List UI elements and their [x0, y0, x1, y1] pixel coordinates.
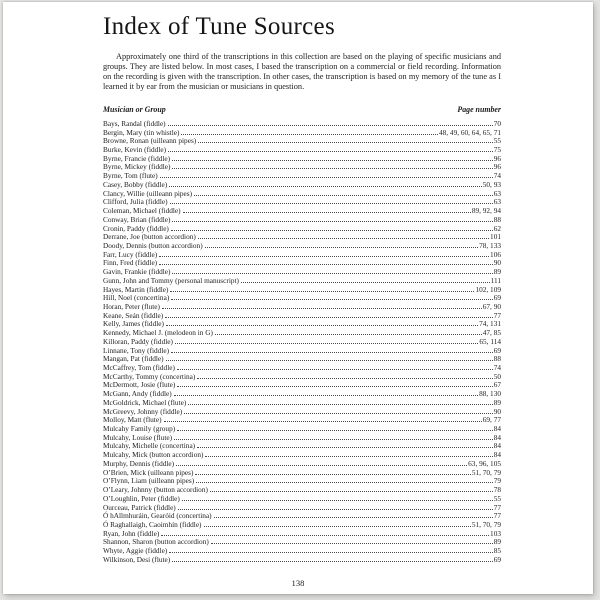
entry-pages: 89, 92, 94: [471, 206, 501, 216]
dot-leader: [164, 420, 482, 422]
dot-leader: [170, 202, 493, 204]
list-item: [103, 408, 501, 417]
entry-name: Byrne, Mickey (fiddle): [103, 162, 171, 172]
dot-leader: [204, 525, 471, 527]
dot-leader: [198, 237, 489, 239]
entry-name: Mulcahy, Louise (flute): [103, 432, 173, 442]
entry-name: Killoran, Paddy (fiddle): [103, 336, 173, 346]
entry-name: Coleman, Michael (fiddle): [103, 206, 181, 216]
entry-name: Byrne, Francie (fiddle): [103, 153, 171, 163]
entry-name: Casey, Bobby (fiddle): [103, 179, 168, 189]
entry-name: Whyte, Aggie (fiddle): [103, 546, 168, 556]
dot-leader: [171, 298, 492, 300]
dot-leader: [172, 159, 493, 161]
entry-name: McCarthy, Tommy (concertina): [103, 371, 196, 381]
dot-leader: [172, 272, 492, 274]
list-item: [103, 251, 501, 260]
dot-leader: [197, 446, 493, 448]
entry-name: Murphy, Dennis (fiddle): [103, 458, 175, 468]
entry-name: Linnane, Tony (fiddle): [103, 345, 170, 355]
dot-leader: [215, 333, 482, 335]
entry-pages: 69: [493, 293, 501, 303]
column-header-page-number: Page number: [457, 105, 501, 115]
entry-name: Horan, Peter (flute): [103, 301, 160, 311]
entry-pages: 50, 93: [482, 179, 501, 189]
dot-leader: [170, 290, 474, 292]
entry-pages: 84: [493, 441, 501, 451]
entry-pages: 79: [493, 476, 501, 486]
dot-leader: [159, 255, 489, 257]
dot-leader: [160, 176, 493, 178]
entry-name: McGreevy, Johnny (fiddle): [103, 406, 183, 416]
dot-leader: [205, 455, 492, 457]
entry-name: Doody, Dennis (button accordion): [103, 240, 203, 250]
entry-name: Byrne, Tom (flute): [103, 171, 158, 181]
dot-leader: [198, 141, 492, 143]
entry-pages: 65, 114: [479, 336, 501, 346]
dot-leader: [172, 167, 492, 169]
entry-pages: 74, 131: [479, 319, 501, 329]
entry-name: Ryan, John (fiddle): [103, 528, 160, 538]
dot-leader: [174, 394, 478, 396]
dot-leader: [182, 499, 493, 501]
entry-name: Conway, Brian (fiddle): [103, 214, 171, 224]
entry-pages: 84: [493, 450, 501, 460]
entry-name: Finn, Fred (fiddle): [103, 258, 158, 268]
entry-pages: 70: [493, 118, 501, 128]
dot-leader: [171, 351, 493, 353]
list-item: [103, 163, 501, 172]
entry-pages: 101: [490, 232, 501, 242]
entry-name: O’Brien, Mick (uilleann pipes): [103, 467, 194, 477]
entry-pages: 69, 77: [482, 415, 501, 425]
entry-name: Wilkinson, Desi (flute): [103, 554, 171, 564]
entry-name: O’Flynn, Liam (uilleann pipes): [103, 476, 195, 486]
page-folio: 138: [291, 578, 305, 588]
entry-pages: 85: [493, 546, 501, 556]
tune-source-list: [103, 120, 501, 565]
entry-pages: 69: [493, 345, 501, 355]
entry-name: Burke, Kevin (fiddle): [103, 145, 167, 155]
entry-pages: 63, 96, 105: [468, 458, 501, 468]
entry-pages: 47, 85: [482, 328, 501, 338]
entry-name: Clancy, Willie (uilleann pipes): [103, 188, 193, 198]
entry-pages: 51, 70, 79: [471, 519, 501, 529]
entry-pages: 89: [493, 267, 501, 277]
dot-leader: [178, 508, 493, 510]
entry-pages: 63: [493, 188, 501, 198]
entry-name: Mulcahy, Michelle (concertina): [103, 441, 196, 451]
dot-leader: [184, 412, 493, 414]
entry-name: O’Leary, Johnny (button accordion): [103, 485, 208, 495]
entry-name: Ó hAllmhuráin, Gearóid (concertina): [103, 511, 212, 521]
entry-pages: 96: [493, 162, 501, 172]
entry-name: Gunn, John and Tommy (personal manuscript): [103, 275, 239, 285]
dot-leader: [166, 324, 478, 326]
list-item: [103, 521, 501, 530]
dot-leader: [175, 342, 478, 344]
list-item: [103, 294, 501, 303]
entry-name: Bays, Randal (fiddle): [103, 118, 166, 128]
entry-name: Kelly, James (fiddle): [103, 319, 164, 329]
page-title: Index of Tune Sources: [103, 13, 335, 40]
entry-name: Gavin, Frankie (fiddle): [103, 267, 171, 277]
dot-leader: [161, 534, 489, 536]
entry-pages: 67, 90: [482, 301, 501, 311]
entry-pages: 78: [493, 485, 501, 495]
intro-paragraph: Approximately one third of the transcriptions in this collection are based on the playing of specific musicians and groups. They are listed below. In most cases, I based the transcription on a commercial or field recording. Information on the recording is given with the transcription. In other cases, the transcription is based on my memory of the tune as I learned it by ear from the musician or musicians in question.: [103, 52, 501, 92]
entry-name: Keane, Seán (fiddle): [103, 310, 164, 320]
entry-name: Clifford, Julia (fiddle): [103, 197, 168, 207]
entry-name: McCaffrey, Tom (fiddle): [103, 363, 175, 372]
entry-pages: 84: [493, 432, 501, 442]
entry-pages: 102, 109: [475, 284, 501, 294]
entry-pages: 50: [493, 371, 501, 381]
dot-leader: [241, 281, 490, 283]
list-item: [103, 556, 501, 565]
dot-leader: [165, 316, 493, 318]
dot-leader: [177, 368, 493, 370]
entry-name: Molloy, Matt (flute): [103, 415, 162, 425]
book-page: [3, 2, 593, 594]
entry-pages: 90: [493, 406, 501, 416]
entry-name: Mulcahy, Mick (button accordion): [103, 450, 204, 460]
entry-pages: 89: [493, 537, 501, 547]
entry-pages: 88: [493, 354, 501, 364]
entry-pages: 96: [493, 153, 501, 163]
dot-leader: [168, 124, 493, 126]
entry-name: Kennedy, Michael J. (melodeon in G): [103, 328, 213, 338]
dot-leader: [211, 542, 493, 544]
entry-pages: 90: [493, 258, 501, 268]
dot-leader: [171, 229, 493, 231]
entry-pages: 77: [493, 310, 501, 320]
dot-leader: [159, 263, 493, 265]
entry-pages: 106: [490, 249, 501, 259]
dot-leader: [169, 185, 482, 187]
dot-leader: [210, 490, 493, 492]
dot-leader: [183, 211, 471, 213]
entry-name: Bergin, Mary (tin whistle): [103, 127, 180, 137]
entry-pages: 77: [493, 511, 501, 521]
list-item: [103, 242, 501, 251]
entry-name: Hill, Noel (concertina): [103, 293, 170, 303]
entry-name: McGann, Andy (fiddle): [103, 389, 172, 399]
entry-name: Cronin, Paddy (fiddle): [103, 223, 169, 233]
entry-name: Mulcahy Family (group): [103, 424, 176, 434]
dot-leader: [205, 246, 478, 248]
entry-pages: 74: [493, 363, 501, 372]
dot-leader: [177, 385, 492, 387]
entry-name: Shannon, Sharon (button accordion): [103, 537, 209, 547]
entry-pages: 77: [493, 502, 501, 512]
dot-leader: [181, 133, 437, 135]
dot-leader: [172, 220, 492, 222]
entry-name: McGoldrick, Michael (flute): [103, 397, 187, 407]
entry-name: Farr, Lucy (fiddle): [103, 249, 158, 259]
entry-pages: 103: [490, 528, 501, 538]
entry-pages: 67: [493, 380, 501, 390]
dot-leader: [214, 516, 493, 518]
dot-leader: [168, 150, 493, 152]
dot-leader: [172, 560, 493, 562]
dot-leader: [174, 438, 493, 440]
dot-leader: [188, 403, 492, 405]
entry-name: Mangan, Pat (fiddle): [103, 354, 164, 364]
dot-leader: [176, 464, 467, 466]
entry-pages: 69: [493, 554, 501, 564]
dot-leader: [197, 377, 492, 379]
entry-pages: 88, 130: [479, 389, 501, 399]
entry-name: Ó Raghallaigh, Caoimhín (fiddle): [103, 519, 202, 529]
entry-pages: 51, 70, 79: [471, 467, 501, 477]
entry-pages: 89: [493, 397, 501, 407]
entry-pages: 55: [493, 493, 501, 503]
entry-name: McDermott, Josie (flute): [103, 380, 176, 390]
dot-leader: [169, 551, 492, 553]
entry-pages: 55: [493, 136, 501, 146]
entry-name: Hayes, Martin (fiddle): [103, 284, 169, 294]
entry-pages: 84: [493, 424, 501, 434]
entry-name: O’Loughlin, Peter (fiddle): [103, 493, 180, 503]
dot-leader: [166, 359, 493, 361]
dot-leader: [194, 194, 493, 196]
entry-name: Browne, Ronan (uilleann pipes): [103, 136, 197, 146]
dot-leader: [195, 473, 470, 475]
entry-pages: 74: [493, 171, 501, 181]
entry-pages: 88: [493, 214, 501, 224]
entry-pages: 48, 49, 60, 64, 65, 71: [438, 127, 501, 137]
entry-pages: 78, 133: [479, 240, 501, 250]
page-content: [103, 2, 501, 565]
entry-pages: 75: [493, 145, 501, 155]
entry-pages: 111: [490, 275, 501, 285]
entry-name: Derrane, Joe (button accordion): [103, 232, 196, 242]
entry-name: Ourceau, Patrick (fiddle): [103, 502, 176, 512]
dot-leader: [177, 429, 493, 431]
dot-leader: [196, 481, 493, 483]
column-headers: [103, 105, 501, 114]
entry-pages: 62: [493, 223, 501, 233]
column-header-musician: Musician or Group: [103, 105, 166, 115]
dot-leader: [162, 307, 482, 309]
entry-pages: 63: [493, 197, 501, 207]
